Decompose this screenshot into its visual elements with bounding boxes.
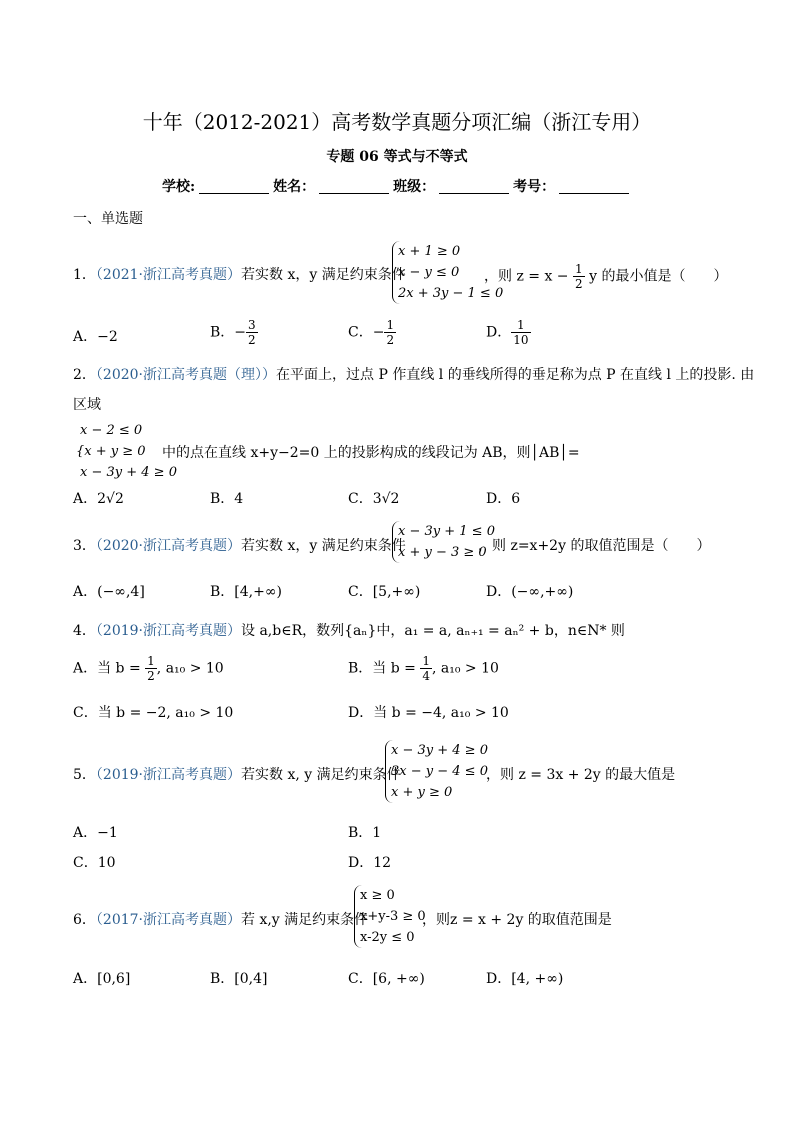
question-number: 5．: [73, 767, 96, 783]
question-source: （2019·浙江高考真题）: [95, 623, 242, 639]
option-c[interactable]: C．3√2: [348, 491, 400, 507]
option-a[interactable]: A．2√2: [73, 491, 124, 507]
question-2-tail: 中的点在直线 x+y−2=0 上的投影构成的线段记为 AB，则│AB│=: [162, 445, 580, 461]
constraint: x ≥ 0: [360, 888, 395, 903]
option-b[interactable]: B．− $\frac{3}{2}$: [210, 318, 256, 347]
fraction: $\frac{1}{2}$: [386, 318, 395, 347]
option-d[interactable]: D．12: [348, 855, 392, 871]
constraint: x + y ≥ 0: [391, 785, 453, 800]
option-c[interactable]: C．[5,+∞): [348, 584, 421, 600]
constraint: 2x + 3y − 1 ≤ 0: [398, 286, 504, 301]
question-text: 若实数 x, y 满足约束条件: [241, 767, 401, 783]
class-label: 班级：: [393, 179, 436, 195]
option-a[interactable]: A．当 b = $\frac{1}{2}$ , a₁₀ > 10: [73, 654, 224, 683]
option-a[interactable]: A．−2: [73, 329, 118, 345]
school-blank[interactable]: [199, 179, 269, 194]
question-source: （2021·浙江高考真题）: [95, 267, 242, 283]
question-6-constraint-system: [354, 885, 426, 948]
question-source: （2019·浙江高考真题）: [95, 767, 242, 783]
number-blank[interactable]: [559, 179, 629, 194]
question-number: 1．: [73, 267, 96, 283]
option-b[interactable]: B．[0,4]: [210, 971, 268, 987]
question-5-objective: ，则 z = 3x + 2y 的最大值是: [486, 767, 676, 783]
option-b[interactable]: B．[4,+∞): [210, 584, 282, 600]
constraint: x − 3y + 4 ≥ 0: [80, 465, 177, 480]
constraint: x + y − 3 ≥ 0: [398, 545, 487, 560]
school-label: 学校:: [162, 179, 196, 195]
option-c[interactable]: C．10: [73, 855, 116, 871]
option-d[interactable]: D．当 b = −4, a₁₀ > 10: [348, 705, 509, 721]
constraint: {x + y ≥ 0: [76, 444, 146, 459]
option-c[interactable]: C．当 b = −2, a₁₀ > 10: [73, 705, 234, 721]
fraction: $\frac{3}{2}$: [248, 318, 256, 347]
option-c[interactable]: C．[6, +∞): [348, 971, 425, 987]
question-text: 若 x,y 满足约束条件: [241, 912, 369, 928]
constraint: 3x − y − 4 ≤ 0: [391, 764, 488, 779]
question-3-stem: [73, 535, 406, 555]
option-a[interactable]: A．−1: [73, 825, 118, 841]
fraction: $\frac{1}{10}$: [513, 318, 529, 347]
option-a[interactable]: A．(−∞,4]: [73, 584, 145, 600]
question-5-constraint-system: [385, 740, 488, 803]
constraint: x+y-3 ≥ 0: [360, 909, 426, 924]
question-number: 4．: [73, 623, 96, 639]
question-2-stem: [73, 364, 754, 384]
option-b[interactable]: B．当 b = $\frac{1}{4}$ , a₁₀ > 10: [348, 654, 499, 683]
section-heading: 一、单选题: [73, 211, 143, 227]
question-number: 2．: [73, 367, 96, 383]
option-a[interactable]: A．[0,6]: [73, 971, 131, 987]
class-blank[interactable]: [439, 179, 509, 194]
option-d[interactable]: D．[4, +∞): [486, 971, 564, 987]
constraint: x − 3y + 1 ≤ 0: [398, 524, 495, 539]
question-text: 设 a,b∈R，数列{aₙ}中，a₁ = a, aₙ₊₁ = aₙ² + b，n∈N* 则: [241, 623, 625, 639]
question-source: （2020·浙江高考真题）: [95, 538, 242, 554]
question-1-stem: [73, 264, 406, 284]
question-source: （2017·浙江高考真题）: [95, 912, 242, 928]
constraint: x − 2 ≤ 0: [80, 423, 143, 438]
question-6-objective: ，则z = x + 2y 的取值范围是: [422, 912, 612, 928]
student-info-line: [162, 176, 633, 196]
constraint: x − y ≤ 0: [398, 265, 460, 280]
question-text: ，则 z = x −: [484, 268, 569, 285]
name-blank[interactable]: [319, 179, 389, 194]
question-number: 3．: [73, 538, 96, 554]
question-1-objective: [484, 262, 727, 291]
option-b[interactable]: B．1: [348, 825, 382, 841]
question-4-stem: [73, 620, 625, 640]
question-3-objective: ，则 z=x+2y 的取值范围是（ ）: [478, 538, 711, 554]
question-text: 若实数 x，y 满足约束条件: [241, 538, 406, 554]
constraint: x + 1 ≥ 0: [398, 244, 461, 259]
option-c[interactable]: C．− $\frac{1}{2}$: [348, 318, 395, 347]
option-d[interactable]: D．(−∞,+∞): [486, 584, 574, 600]
page-subtitle: 专题 06 等式与不等式: [326, 149, 468, 165]
question-2-line2: 区域: [73, 397, 101, 413]
fraction: $\frac{1}{2}$: [147, 654, 155, 683]
question-5-stem: [73, 764, 401, 784]
option-b[interactable]: B．4: [210, 491, 244, 507]
fraction: $\frac{1}{4}$: [422, 654, 430, 683]
page-title: 十年（2012-2021）高考数学真题分项汇编（浙江专用）: [142, 110, 652, 134]
option-d[interactable]: D． $\frac{1}{10}$: [486, 318, 529, 347]
question-text: 若实数 x，y 满足约束条件: [241, 267, 406, 283]
number-label: 考号：: [513, 179, 556, 195]
question-text: 在平面上，过点 P 作直线 l 的垂线所得的垂足称为点 P 在直线 l 上的投影. 由: [276, 367, 755, 383]
question-number: 6．: [73, 912, 96, 928]
question-6-stem: [73, 909, 368, 929]
fraction: $\frac{1}{2}$: [575, 262, 583, 291]
constraint: x − 3y + 4 ≥ 0: [391, 743, 488, 758]
name-label: 姓名：: [273, 179, 316, 195]
option-d[interactable]: D．6: [486, 491, 521, 507]
constraint: x-2y ≤ 0: [360, 930, 415, 945]
question-text: y 的最小值是（ ）: [589, 268, 728, 285]
question-source: （2020·浙江高考真题（理））: [95, 367, 277, 383]
